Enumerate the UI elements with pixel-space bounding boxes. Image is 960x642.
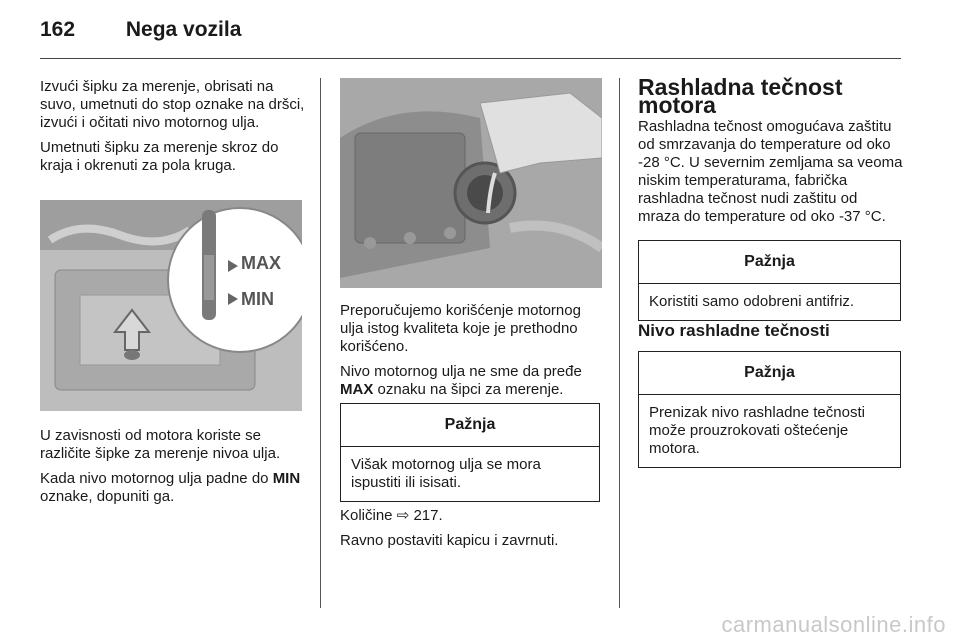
paragraph-withdraw-dipstick: Izvući šipku za merenje, obrisati na suvo, umetnuti do stop oznake na dršci, izvući i očitati nivo motornog ulja. <box>40 78 305 131</box>
min-bold-term: MIN <box>272 470 301 487</box>
header-divider <box>40 58 901 59</box>
caution-title: Pažnja <box>639 241 900 284</box>
column-divider-2 <box>619 78 620 608</box>
caution-box-antifreeze <box>638 240 901 321</box>
paragraph-insert-dipstick: Umetnuti šipku za merenje skroz do kraja i okrenuti za pola kruga. <box>40 139 279 174</box>
paragraph-cap: Ravno postaviti kapicu i zavrnuti. <box>340 532 559 549</box>
caution-title: Pažnja <box>341 404 599 447</box>
page-number: 162 <box>40 18 76 41</box>
dipstick-figure <box>40 200 302 411</box>
oil-filling-illustration <box>340 78 602 288</box>
max-bold-term: MAX <box>340 381 374 398</box>
text-segment: Kada nivo motornog ulja padne do <box>40 470 269 487</box>
text-segment: oznaku na šipci za merenje. <box>377 381 564 398</box>
page-header <box>40 18 241 42</box>
min-mark-label: MIN <box>241 289 274 309</box>
page-reference-icon[interactable]: ⇨ <box>396 507 410 524</box>
column-1-lower <box>40 427 305 513</box>
column-2-lower <box>340 507 605 557</box>
caution-title: Pažnja <box>639 352 900 395</box>
page-title: Nega vozila <box>125 18 242 41</box>
paragraph-quantities <box>340 507 605 525</box>
paragraph-coolant-protection: Rashladna tečnost omogućava zaštitu od smrzavanja do temperature od oko -28 °C. U severnim zemljama sa veoma niskim temperaturama, fabrička rashladna tečnost nudi zaštitu od mraza do temperature od oko -37 °C. <box>638 118 903 225</box>
caution-box-excess-oil <box>340 403 600 502</box>
caution-text: Prenizak nivo rashladne tečnosti može prouzrokovati oštećenje motora. <box>649 404 865 457</box>
caution-text: Koristiti samo odobreni antifriz. <box>649 293 855 310</box>
section-heading-coolant: Rashladna tečnost motora <box>638 74 843 118</box>
caution-text: Višak motornog ulja se mora ispustiti ili isisati. <box>351 456 541 491</box>
text-segment: Nivo motornog ulja ne sme da pređe <box>340 363 582 380</box>
oil-filling-figure <box>340 78 602 288</box>
caution-box-low-coolant <box>638 351 901 468</box>
column-3 <box>638 74 903 233</box>
text-segment: oznake, dopuniti ga. <box>40 488 175 505</box>
column-3-subsection <box>638 322 903 340</box>
column-divider-1 <box>320 78 321 608</box>
watermark: carmanualsonline.info <box>721 612 946 637</box>
column-1 <box>40 78 305 182</box>
column-2 <box>340 302 605 406</box>
text-segment: Količine <box>340 507 393 524</box>
paragraph-max-limit <box>340 363 605 399</box>
page-reference-link[interactable]: 217. <box>413 507 443 524</box>
paragraph-refill-min <box>40 470 305 506</box>
paragraph-recommend-oil: Preporučujemo korišćenje motornog ulja istog kvaliteta koje je prethodno korišćeno. <box>340 302 581 355</box>
paragraph-different-dipsticks: U zavisnosti od motora koriste se različite šipke za merenje nivoa ulja. <box>40 427 281 462</box>
section-heading-coolant-level: Nivo rashladne tečnosti <box>638 321 830 340</box>
max-mark-label: MAX <box>241 253 281 273</box>
